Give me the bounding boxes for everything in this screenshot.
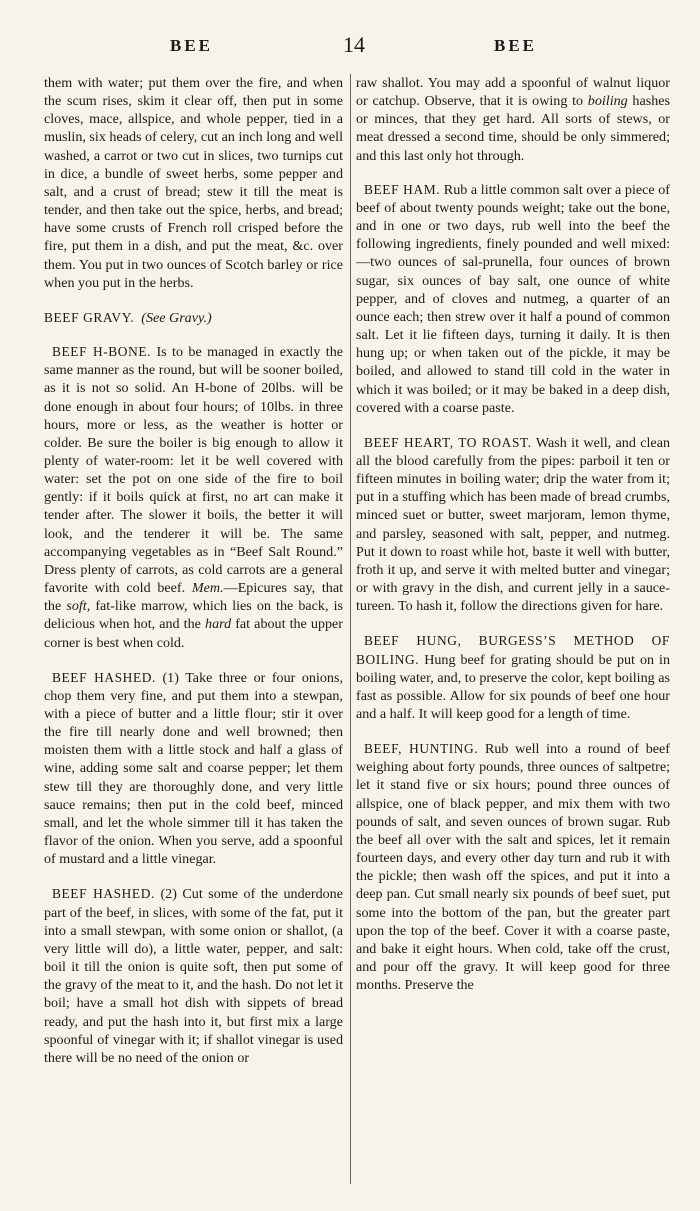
entry-title: BEEF HASHED. <box>52 669 156 685</box>
entry-title: BEEF H-BONE. <box>52 344 152 360</box>
entry-title: BEEF HUNG, BURGESS’S METHOD OF BOILING. <box>356 633 670 667</box>
entry-title: BEEF HASHED. <box>52 886 155 902</box>
cross-reference: (See Gravy.) <box>141 309 212 326</box>
entry-beef-ham <box>356 181 670 417</box>
entry-text: (1) Take three or four onions, chop them very fine, and put them into a stewpan, with a piece of butter and a little flour; stir it over the fire till nearly done and well browned; then moisten them with a little stock and half a glass of wine, adding some salt and coarse pepper; let them stew till they are thoroughly done, and very little sauce remains; then put in the cold beef, minced small, and let the whole simmer till it has taken the flavor of the onion. When you serve, add a spoonful of mustard and a little vinegar. <box>44 669 343 868</box>
entry-text-italic: boiling <box>587 93 628 110</box>
entry-text: Hung beef for grating should be put on in boiling water, and, to preserve the color, kept boiling as fast as possible. Allow for six pounds of beef one hour and a half. It will keep good for a length of time. <box>356 651 670 722</box>
entry-beef-hashed-1 <box>44 669 343 869</box>
entry-beef-hung <box>356 632 670 723</box>
column-divider <box>350 74 351 1184</box>
left-column <box>44 74 343 1067</box>
running-head-left: BEE <box>170 36 214 55</box>
entry-text: fat about the upper corner is best when cold. <box>44 616 344 651</box>
continued-paragraph <box>356 74 670 165</box>
entry-text: —Epicures say, that the <box>44 580 344 615</box>
entry-title: BEEF HEART, TO ROAST. <box>364 434 532 450</box>
running-head-right: BEE <box>494 36 538 55</box>
entry-title: BEEF, HUNTING. <box>364 741 479 757</box>
entry-text: (2) Cut some of the underdone part of the beef, in slices, with some of the fat, put it into a small stewpan, with some onion or shallot, (a very little will do), a little water, pepper, and salt: boil it till the onion is quite soft, then put some of the gravy of the meat to it, and the hash. Do not let it boil; have a small hot dish with sippets of bread ready, and put the hash into it, but first mix a large spoonful of vinegar with it; if shallot vinegar is used there will be no need of the onion or <box>44 886 343 1066</box>
entry-beef-hashed-2 <box>44 885 343 1067</box>
entry-text: Is to be managed in exactly the same manner as the round, but will be sooner boiled, as it is not so solid. An H-bone of 20lbs. will be done enough in about four hours; of 10lbs. in three hours, more or less, as the weather is hotter or colder. Be sure the boiler is big enough to allow it plenty of water-room: let it be well covered with water: set the pot on one side of the fire to boil gently: if it boils quick at first, no art can make it tender after. The slower it boils, the better it will look, and the tenderer it will be. The same accompanying vegetables as in “Beef Salt Round.” Dress plenty of carrots, as cold carrots are a general favorite with cold beef. <box>44 344 343 597</box>
entry-beef-gravy <box>44 309 343 327</box>
entry-text: hashes or minces, that they get hard. All sorts of stews, or meat dressed a second time, should be only simmered; and this last only hot through. <box>356 93 670 164</box>
entry-beef-h-bone <box>44 343 343 652</box>
entry-title: BEEF GRAVY. <box>44 309 135 325</box>
page-number: 14 <box>343 32 365 57</box>
entry-beef-hunting <box>356 740 670 994</box>
entry-title: BEEF HAM. <box>364 181 441 197</box>
continued-paragraph: them with water; put them over the fire, and when the scum rises, skim it clear off, then put in some cloves, mace, allspice, and whole pepper, tied in a muslin, six heads of celery, cut an inch long and well washed, a carrot or two cut in slices, two turnips cut in dice, a bundle of sweet herbs, some pepper and salt, and a crust of bread; stew it till the meat is tender, and then take out the spice, herbs, and bread; have some crusts of French roll crisped before the fire, put them in a dish, and put the meat, &c. over them. You put in two ounces of Scotch barley or rice when you put in the herbs. <box>44 75 343 291</box>
entry-text-italic: Mem. <box>191 580 224 597</box>
right-column <box>356 74 670 994</box>
entry-text: fat-like marrow, which lies on the back, is delicious when hot, and the <box>44 598 344 633</box>
entry-text: raw shallot. You may add a spoonful of walnut liquor or catchup. Observe, that it is owing to <box>356 75 670 110</box>
entry-beef-heart-to-roast <box>356 434 670 616</box>
entry-text: Rub a little common salt over a piece of beef of about twenty pounds weight; take out the bone, and in one or two days, rub well into the beef the following ingredients, finely pounded and well mixed: —two ounces of sal-prunella, four ounces of brown sugar, six ounces of bay salt, one ounce of white pepper, and of cloves and nutmeg, a quarter of an ounce each; then strew over it half a pound of common salt. Let it lie fifteen days, turning it daily. It is then hung up; or when taken out of the pickle, it may be boiled, and allowed to stand till cold in the water in which it was boiled; or it may be baked in a deep dish, covered with a coarse paste. <box>356 181 670 416</box>
entry-text-italic: soft, <box>66 598 91 615</box>
entry-text-italic: hard <box>205 616 232 633</box>
entry-text: Wash it well, and clean all the blood carefully from the pipes: parboil it ten or fifteen minutes in boiling water; drip the water from it; put in a stuffing which has been made of bread crumbs, minced suet or butter, sweet marjoram, lemon thyme, and parsley, seasoned with salt, pepper, and nutmeg. Put it down to roast while hot, baste it well with butter, froth it up, and serve it with melted butter and vinegar; or with gravy in the dish, and current jelly in a sauce-tureen. To hash it, follow the directions given for hare. <box>356 434 670 615</box>
page-header <box>0 30 700 60</box>
entry-text: Rub well into a round of beef weighing about forty pounds, three ounces of saltpetre; let it stand five or six hours; pound three ounces of allspice, one of black pepper, and mix them with two pounds of salt, and seven ounces of brown sugar. Rub the beef all over with the salt and spices, let it remain fourteen days, and every other day turn and rub it with the pickle; then wash off the spices, and put it into a deep pan. Cut small nearly six pounds of beef suet, put some into the bottom of the pan, but the greater part upon the top of the beef. Cover it with a coarse paste, and bake it eight hours. When cold, take off the crust, and pour off the gravy. It will keep good for three months. Preserve the <box>356 741 670 994</box>
